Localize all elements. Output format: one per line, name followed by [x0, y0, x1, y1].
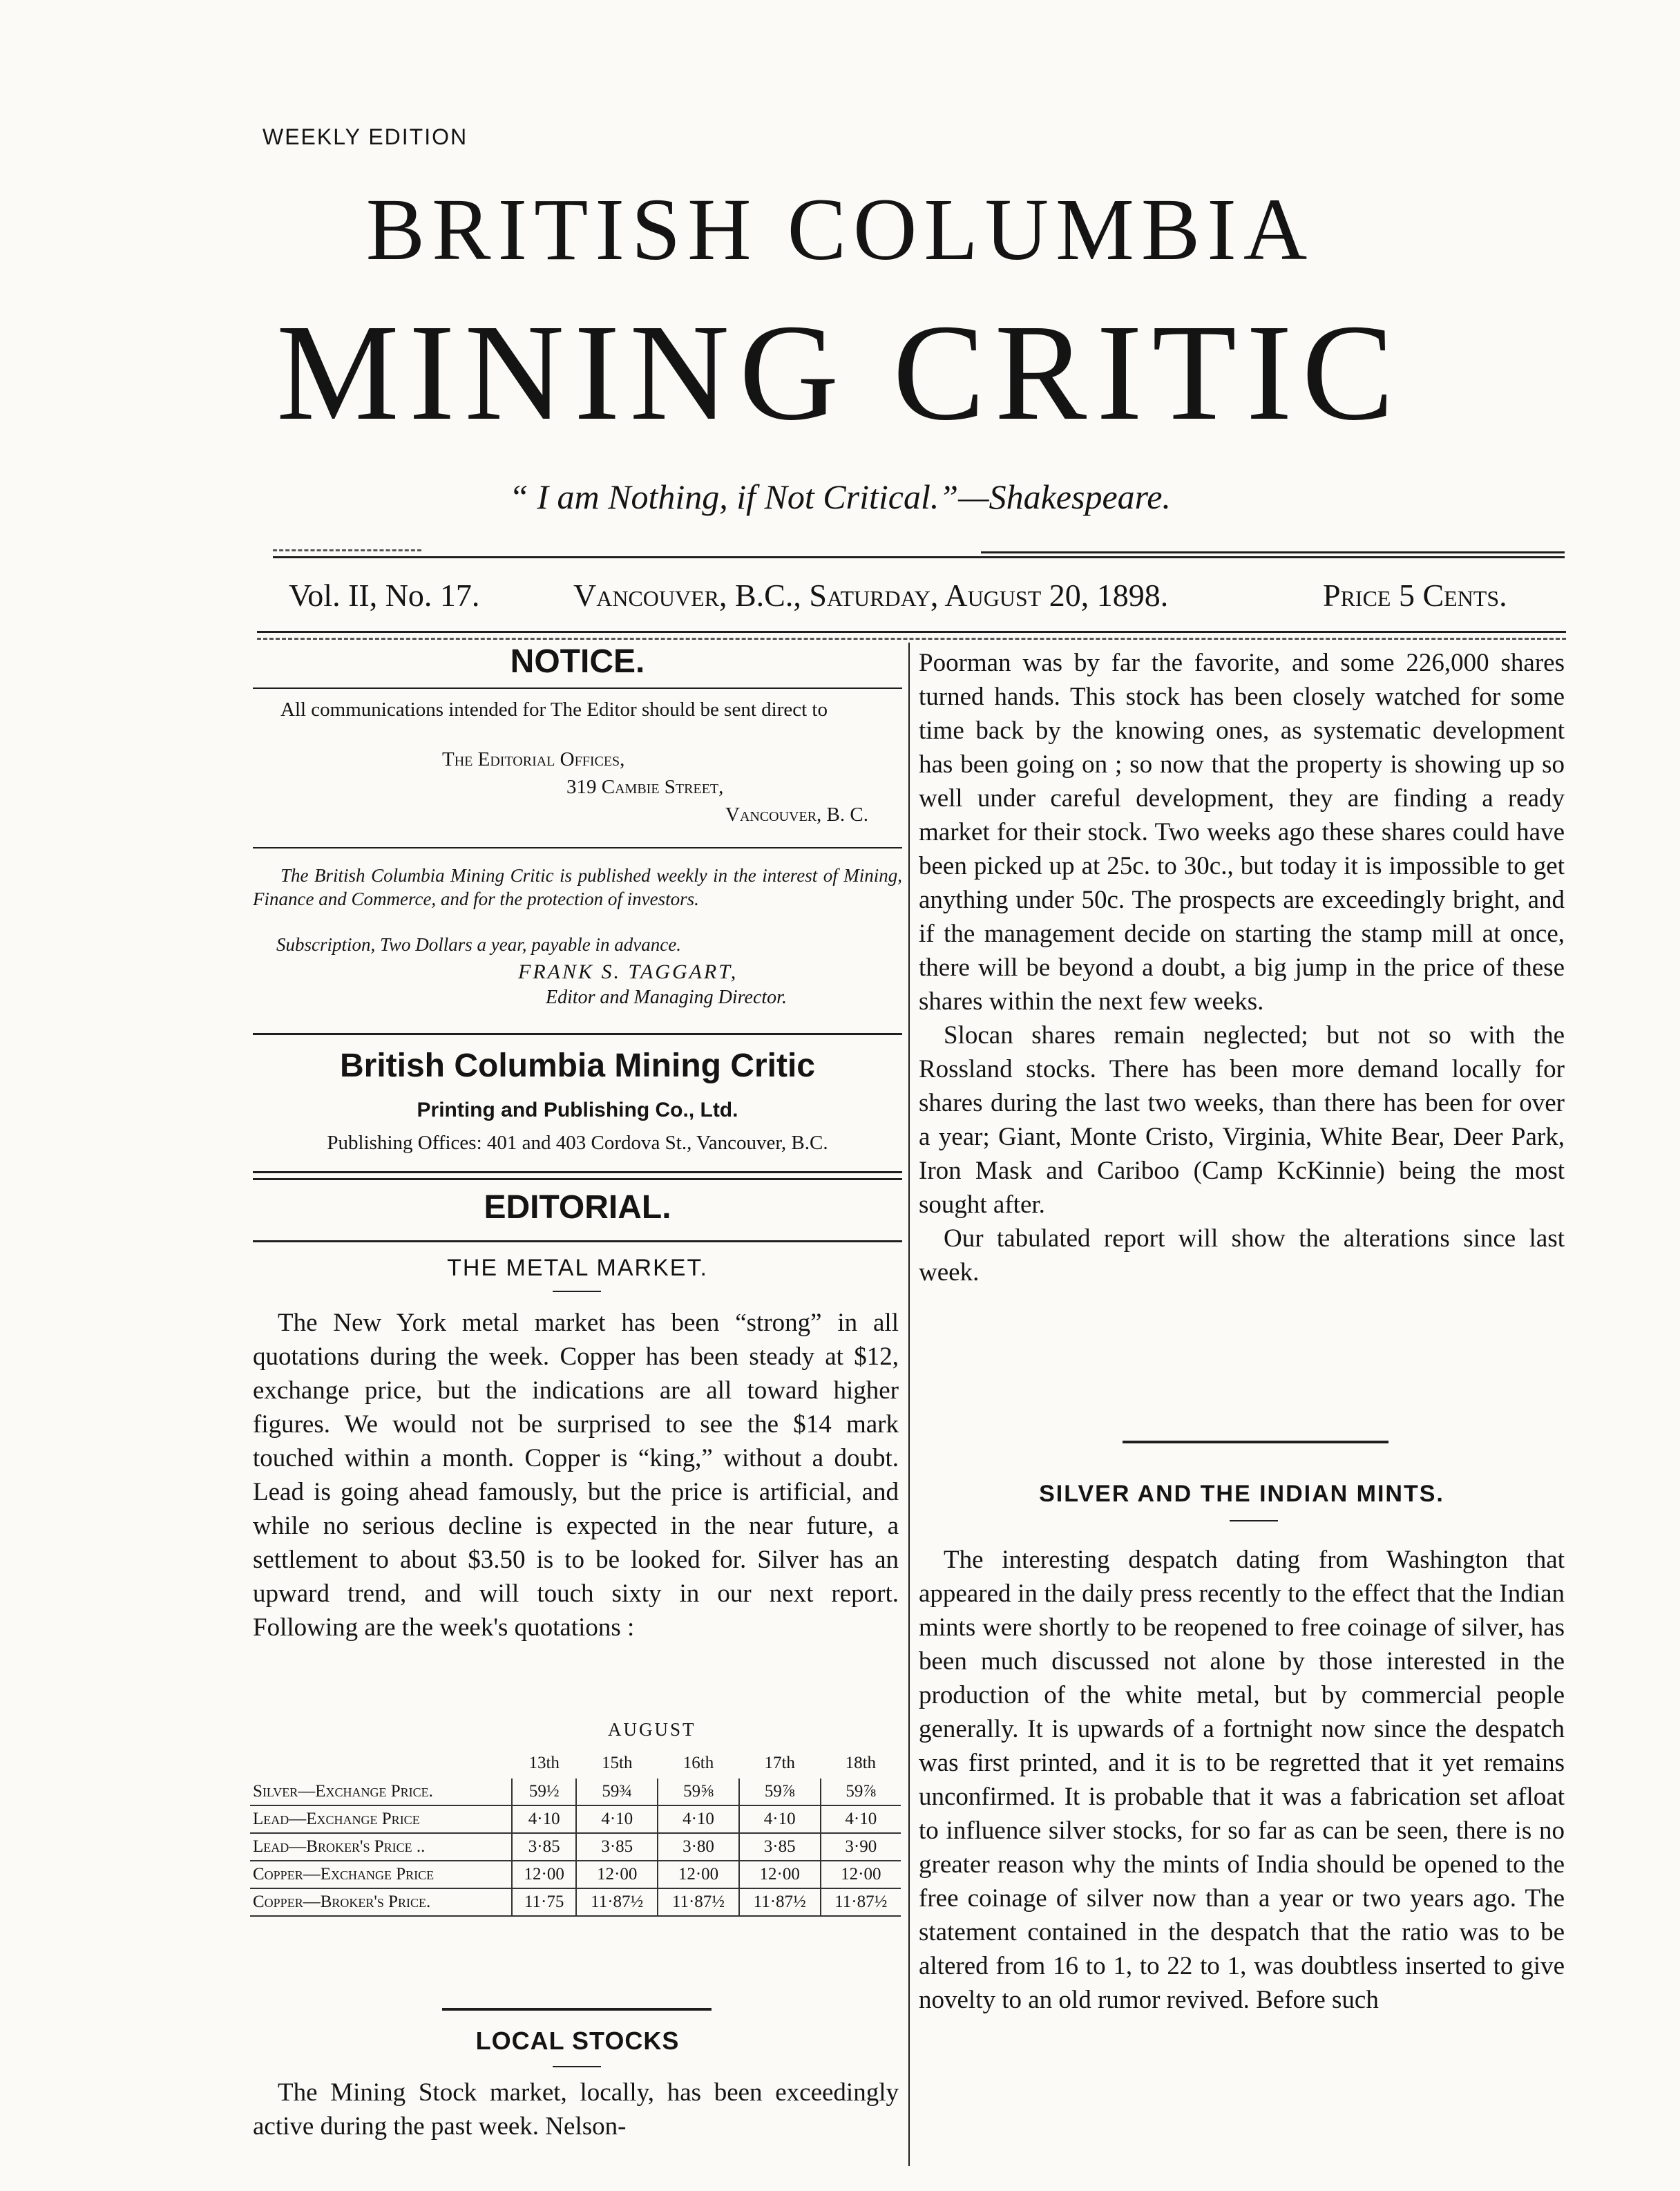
right-paragraph-2: Slocan shares remain neglected; but not so with the Rossland stocks. There has been more demand locally for shares during the last two weeks, than there has been for over a year; Giant, Monte Cristo, Virginia, White Bear, Deer Park, Iron Mask and Cariboo (Camp KcKinnie) being the most sought after.	[919, 1021, 1565, 1219]
notice-rule-bottom	[253, 1033, 902, 1035]
cell-value: 4·10	[512, 1805, 576, 1833]
silver-short-rule	[1230, 1520, 1278, 1521]
cell-value: 59¾	[576, 1779, 658, 1805]
edition-label: WEEKLY EDITION	[262, 124, 468, 149]
metal-market-body	[253, 1306, 899, 1644]
row-label: Silver—Exchange Price.	[250, 1779, 512, 1805]
notice-text: All communications intended for The Editor should be sent direct to	[280, 699, 828, 721]
masthead-rule-top	[273, 556, 1565, 558]
metal-market-paragraph: The New York metal market has been “strong” in all quotations during the week. Copper has been steady at $12, exchange price, but the indications are all toward higher figures. We would not be surprised to see the $14 mark touched within a month. Copper is “king,” without a doubt. Lead is going ahead famously, but the price is artificial, and while no serious decline is expected in the near future, a settlement to about $3.50 is to be looked for. Silver has an upward trend, and will touch sixty in our next report. Following are the week's quotations :	[253, 1309, 899, 1642]
column-divider	[908, 643, 910, 2166]
quotations-col-header: 17th	[764, 1754, 795, 1772]
cell-value: 11·87½	[658, 1888, 739, 1916]
silver-mints-body	[919, 1543, 1565, 2017]
quotations-col-header: 18th	[845, 1754, 877, 1772]
notice-address-line3: Vancouver, B. C.	[725, 804, 868, 826]
row-label: Lead—Broker's Price ..	[250, 1833, 512, 1861]
issue-place-date: Vancouver, B.C., Saturday, August 20, 1898.	[573, 578, 1169, 613]
masthead-dashed-rule-left	[273, 549, 421, 551]
quotations-header-row	[250, 1748, 901, 1779]
cell-value: 11·87½	[739, 1888, 821, 1916]
metal-market-heading: THE METAL MARKET.	[447, 1255, 708, 1281]
editorial-rule	[253, 1240, 902, 1242]
editorial-heading: EDITORIAL.	[484, 1189, 671, 1226]
masthead-rule-upper	[981, 551, 1565, 553]
notice-address-line1: The Editorial Offices,	[442, 748, 625, 770]
cell-value: 4·10	[658, 1805, 739, 1833]
right-paragraph-1: Poorman was by far the favorite, and some 226,000 shares turned hands. This stock has been closely watched for some time back by the knowing ones, as systematic development has been going on ; so now that the property is showing up so well under careful development, they are finding a ready market for their stock. Two weeks ago these shares could have been picked up at 25c. to 30c., but today it is impossible to get anything under 50c. The prospects are exceedingly bright, and if the management decide on starting the stamp mill at once, there will be beyond a doubt, a big jump in the price of these shares within the next few weeks.	[919, 649, 1565, 1016]
row-label: Copper—Broker's Price.	[250, 1888, 512, 1916]
row-label: Copper—Exchange Price	[250, 1861, 512, 1888]
right-column-continued	[919, 646, 1565, 1289]
notice-address-line2: 319 Cambie Street,	[566, 776, 724, 798]
cell-value: 12·00	[739, 1861, 821, 1888]
right-paragraph-3: Our tabulated report will show the alterations since last week.	[919, 1224, 1565, 1287]
quotations-col-header: 15th	[602, 1754, 633, 1772]
metal-market-short-rule	[553, 1291, 601, 1292]
local-stocks-heading: LOCAL STOCKS	[475, 2027, 680, 2055]
publisher-rule-1	[253, 1171, 902, 1173]
cell-value: 59½	[512, 1779, 576, 1805]
notice-heading: NOTICE.	[510, 643, 645, 680]
notice-description: The British Columbia Mining Critic is published weekly in the interest of Mining, Finance and Commerce, and for the protection of investors.	[253, 865, 902, 909]
table-row	[250, 1888, 901, 1916]
notice-subscription: Subscription, Two Dollars a year, payable in advance.	[276, 934, 681, 955]
cell-value: 3·85	[576, 1833, 658, 1861]
quotations-col-header: 13th	[528, 1754, 560, 1772]
cell-value: 12·00	[658, 1861, 739, 1888]
publisher-heading: British Columbia Mining Critic	[339, 1047, 815, 1084]
cell-value: 11·87½	[821, 1888, 901, 1916]
issue-rule-bottom	[257, 631, 1566, 633]
silver-mints-paragraph: The interesting despatch dating from Washington that appeared in the daily press recently to the effect that the Indian mints were shortly to be reopened to free coinage of silver, has been much discussed not alone by those interested in the production of the white metal, but by commercial people generally. It is upwards of a fortnight now since the despatch was first printed, and it is to be regretted that it yet remains unconfirmed. It is probable that it was a fabrication set afloat to influence silver stocks, for so far as can be seen, there is no greater reason why the mints of India should be opened to the free coinage of silver now than a year or two years ago. The statement contained in the despatch that the ratio was to be altered from 16 to 1, to 22 to 1, was doubtless inserted to give novelty to an old rumor revived. Before such	[919, 1546, 1565, 2014]
table-row	[250, 1833, 901, 1861]
quotations-col-header: 16th	[682, 1754, 714, 1772]
cell-value: 12·00	[821, 1861, 901, 1888]
masthead-title-line1: BRITISH COLUMBIA	[365, 180, 1315, 278]
cell-value: 3·90	[821, 1833, 901, 1861]
publisher-offices: Publishing Offices: 401 and 403 Cordova St., Vancouver, B.C.	[327, 1132, 828, 1154]
cell-value: 12·00	[576, 1861, 658, 1888]
cell-value: 4·10	[576, 1805, 658, 1833]
local-stocks-body	[253, 2076, 899, 2143]
cell-value: 3·85	[739, 1833, 821, 1861]
cell-value: 59⅞	[821, 1779, 901, 1805]
cell-value: 4·10	[821, 1805, 901, 1833]
cell-value: 59⅞	[739, 1779, 821, 1805]
cell-value: 11·87½	[576, 1888, 658, 1916]
publisher-subheading: Printing and Publishing Co., Ltd.	[417, 1099, 738, 1121]
silver-top-rule	[1123, 1441, 1388, 1443]
cell-value: 59⅝	[658, 1779, 739, 1805]
cell-value: 4·10	[739, 1805, 821, 1833]
table-row	[250, 1861, 901, 1888]
notice-rule-2	[253, 847, 902, 848]
notice-rule	[253, 687, 902, 689]
silver-mints-heading: SILVER AND THE INDIAN MINTS.	[1039, 1481, 1444, 1507]
row-label: Lead—Exchange Price	[250, 1805, 512, 1833]
publisher-rule-2	[253, 1178, 902, 1180]
quotations-table	[250, 1748, 901, 1917]
cell-value: 11·75	[512, 1888, 576, 1916]
quotations-header-blank	[250, 1748, 512, 1779]
issue-dashed-rule	[257, 638, 1566, 640]
issue-price: Price 5 Cents.	[1323, 578, 1507, 613]
cell-value: 12·00	[512, 1861, 576, 1888]
notice-editor-name: FRANK S. TAGGART,	[518, 960, 738, 983]
masthead-title-line2: MINING CRITIC	[276, 296, 1404, 449]
issue-volume: Vol. II, No. 17.	[289, 578, 480, 613]
local-stocks-paragraph: The Mining Stock market, locally, has been exceedingly active during the past week. Nelson-	[253, 2078, 899, 2141]
table-row	[250, 1779, 901, 1805]
notice-editor-role: Editor and Managing Director.	[546, 987, 787, 1008]
cell-value: 3·85	[512, 1833, 576, 1861]
cell-value: 3·80	[658, 1833, 739, 1861]
local-stocks-top-rule	[442, 2008, 712, 2011]
local-stocks-short-rule	[553, 2066, 601, 2067]
motto: “ I am Nothing, if Not Critical.”—Shakespeare.	[509, 477, 1171, 516]
quotations-month: AUGUST	[608, 1719, 696, 1740]
table-row	[250, 1805, 901, 1833]
